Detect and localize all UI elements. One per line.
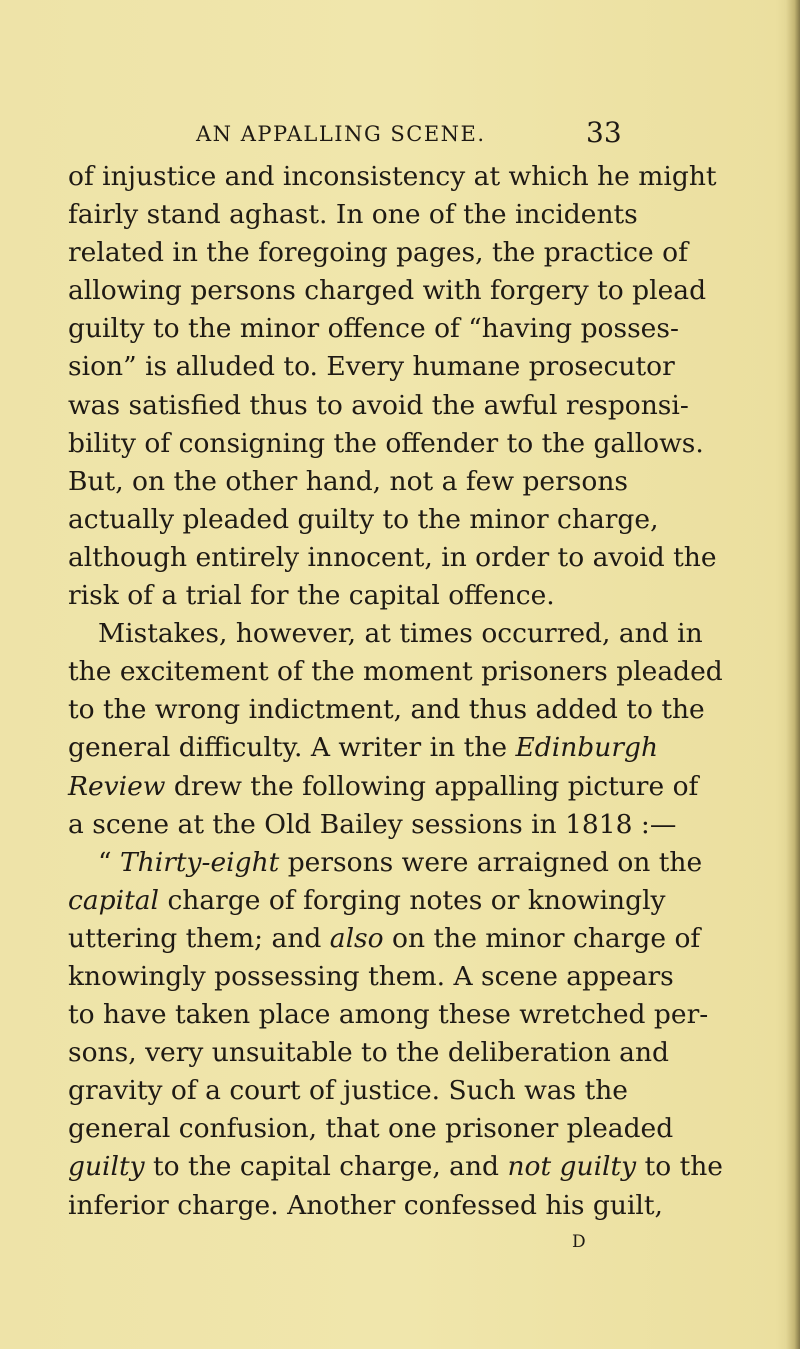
text-line: inferior charge. Another confessed his guilt,	[68, 1189, 663, 1221]
text-line: sons, very unsuitable to the deliberation and	[68, 1037, 670, 1069]
text-line: fairly stand aghast. In one of the incidents	[68, 199, 638, 231]
text-line: guilty to the minor offence of “having posses-	[68, 313, 679, 345]
text-run: general difficulty. A writer in the	[68, 732, 516, 764]
text-line	[68, 768, 699, 806]
text-line	[68, 882, 666, 920]
running-head	[0, 112, 800, 152]
text-line: was satisfied thus to avoid the awful responsi-	[68, 389, 689, 421]
text-line	[68, 729, 659, 767]
italic-emphasis: also	[329, 922, 384, 954]
text-line: allowing persons charged with forgery to plead	[68, 275, 707, 307]
text-line: of injustice and inconsistency at which he might	[68, 161, 717, 192]
text-run: to the capital charge, and	[144, 1151, 508, 1183]
text-line: the excitement of the moment prisoners pleaded	[68, 656, 723, 688]
text-line: a scene at the Old Bailey sessions in 1818 :—	[68, 808, 677, 840]
running-head-title: AN APPALLING SCENE.	[196, 122, 486, 146]
text-run: “	[98, 846, 120, 878]
text-line: risk of a trial for the capital offence.	[68, 580, 555, 612]
text-line: But, on the other hand, not a few persons	[68, 465, 628, 497]
text-line: related in the foregoing pages, the practice of	[68, 237, 688, 269]
page-edge-shadow	[786, 0, 800, 1349]
text-line: general confusion, that one prisoner pleaded	[68, 1113, 674, 1145]
text-line: although entirely innocent, in order to avoid the	[68, 541, 717, 573]
text-line: knowingly possessing them. A scene appears	[68, 960, 674, 992]
page-number: 33	[586, 116, 622, 149]
text-line: Mistakes, however, at times occurred, and in	[98, 618, 703, 650]
italic-emphasis: capital	[68, 884, 160, 916]
text-line: to the wrong indictment, and thus added to the	[68, 694, 705, 726]
text-line: gravity of a court of justice. Such was the	[68, 1075, 628, 1107]
italic-emphasis: not guilty	[507, 1151, 637, 1183]
italic-title: Review	[68, 770, 166, 802]
text-line: to have taken place among these wretched per-	[68, 999, 709, 1031]
text-line: sion” is alluded to. Every humane prosecutor	[68, 351, 675, 383]
text-run: on the minor charge of	[383, 922, 701, 954]
italic-emphasis: Thirty-eight	[119, 846, 280, 878]
text-line: actually pleaded guilty to the minor charge,	[68, 503, 659, 535]
body-text	[68, 158, 723, 1225]
text-run: drew the following appalling picture of	[165, 770, 699, 802]
text-run: persons were arraigned on the	[279, 846, 703, 878]
italic-title: Edinburgh	[515, 732, 659, 764]
text-run: uttering them; and	[68, 922, 330, 954]
text-line	[68, 920, 701, 958]
text-line	[68, 844, 703, 882]
signature-mark: D	[572, 1232, 586, 1252]
text-line	[68, 1148, 723, 1186]
text-line: bility of consigning the offender to the gallows.	[68, 427, 704, 459]
text-run: to the	[636, 1151, 723, 1183]
text-run: charge of forging notes or knowingly	[159, 884, 666, 916]
italic-emphasis: guilty	[68, 1151, 145, 1183]
